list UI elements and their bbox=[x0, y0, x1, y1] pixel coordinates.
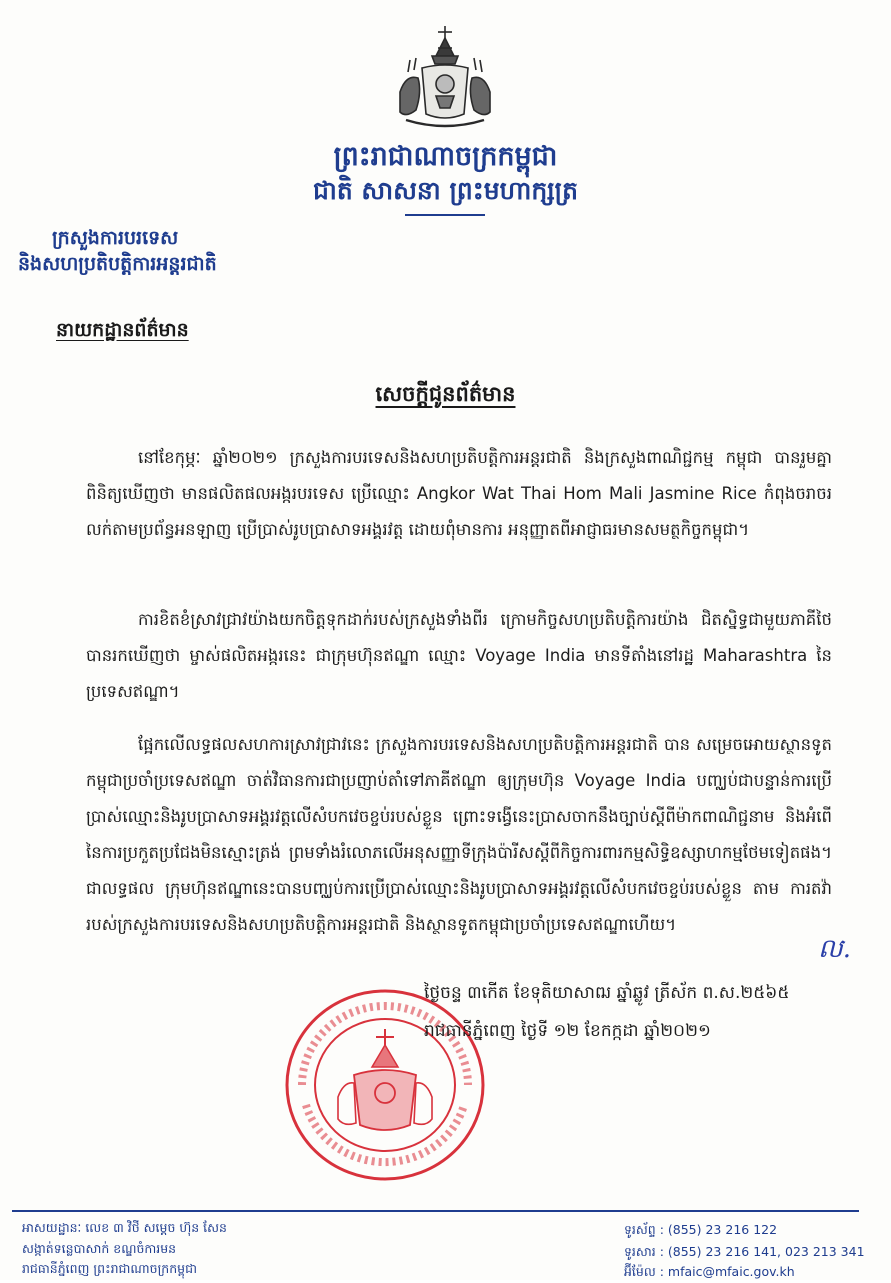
body-paragraph-2: ការខិតខំស្រាវជ្រាវយ៉ាងយកចិត្តទុកដាក់របស់ក្រសួងទាំងពីរ ក្រោមកិច្ចសហប្រតិបត្តិការយ៉ាង ជិតស្និទ្ធជាមួយភាគីថៃ បានរកឃើញថា ម្ចាស់ផលិតអង្ករនេះ ជាក្រុមហ៊ុនឥណ្ឌា ឈ្មោះ Voyage India មានទីតាំងនៅរដ្ឋ Maharashtra នៃប្រទេសឥណ្ឌា។ bbox=[86, 610, 832, 701]
footer-divider bbox=[12, 1210, 859, 1212]
ministry-name-line2: និងសហប្រតិបត្តិការអន្តរជាតិ bbox=[18, 253, 217, 275]
footer-fax: ទូរសារ : (855) 23 216 141, 023 213 341 bbox=[624, 1244, 865, 1259]
body-paragraph-3: ផ្អែកលើលទ្ធផលសហការស្រាវជ្រាវនេះ ក្រសួងការបរទេសនិងសហប្រតិបត្តិការអន្តរជាតិ បាន សម្រេចអោយស្ថានទូតកម្ពុជាប្រចាំប្រទេសឥណ្ឌា ចាត់វិធានការជាប្រញាប់តាំទៅភាគីឥណ្ឌា ឲ្យក្រុមហ៊ុន Voyage India បញ្ឈប់ជាបន្ទាន់ការប្រើប្រាស់ឈ្មោះនិងរូបប្រាសាទអង្គរវត្តលើសំបកវេចខ្ចប់របស់ខ្លួន ព្រោះទង្វើនេះប្រាសចាកនឹងច្បាប់ស្តីពីម៉ាកពាណិជ្ជនាម និងអំពើនៃការប្រកួតប្រជែងមិនស្មោះត្រង់ ព្រមទាំងរំលោភលើអនុសញ្ញាទីក្រុងប៉ារីសស្តីពីកិច្ចការពារកម្មសិទ្ធិឧស្សាហកម្មថែមទៀតផង។ ជាលទ្ធផល ក្រុមហ៊ុនឥណ្ឌានេះបានបញ្ឈប់ការប្រើប្រាស់ឈ្មោះនិងរូបប្រាសាទអង្គរវត្តលើសំបកវេចខ្ចប់របស់ខ្លួន តាម ការតវ៉ារបស់ក្រសួងការបរទេសនិងសហប្រតិបត្តិការអន្តរជាតិ និងស្ថានទូតកម្ពុជាប្រចាំប្រទេសឥណ្ឌាហើយ។ bbox=[86, 735, 832, 934]
footer-address-line3: រាជធានីភ្នំពេញ ព្រះរាជាណាចក្រកម្ពុជា bbox=[22, 1261, 197, 1276]
official-red-seal-stamp bbox=[280, 985, 490, 1185]
document-title-text: សេចក្តីជូនព័ត៌មាន bbox=[375, 382, 516, 406]
footer-phone: ទូរស័ព្ទ : (855) 23 216 122 bbox=[624, 1222, 778, 1237]
footer-address-line1: អាសយដ្ឋានៈ លេខ ៣ វិថី សម្តេច ហ៊ុន សែន bbox=[22, 1220, 227, 1235]
footer-email: អ៊ីម៉ែល : mfaic@mfaic.gov.kh bbox=[624, 1264, 795, 1279]
royal-coat-of-arms-emblem bbox=[392, 22, 498, 134]
body-paragraph-1: នៅខែកុម្ភៈ ឆ្នាំ២០២១ ក្រសួងការបរទេសនិងសហប្រតិបត្តិការអន្តរជាតិ និងក្រសួងពាណិជ្ជកម្ម កម្ពុជា បានរួមគ្នាពិនិត្យឃើញថា មានផលិតផលអង្ករបរទេស ប្រើឈ្មោះ Angkor Wat Thai Hom Mali Jasmine Rice កំពុងចរាចរលក់តាមប្រព័ន្ធអនឡាញ ប្រើប្រាស់រូបប្រាសាទអង្គរវត្ត ដោយពុំមានការ អនុញ្ញាតពីអាជ្ញាធរមានសមត្ថកិច្ចកម្ពុជា។ bbox=[86, 448, 832, 539]
handwritten-initial: ល. bbox=[818, 934, 852, 964]
ministry-name-line1: ក្រសួងការបរទេស bbox=[52, 227, 179, 249]
document-title bbox=[0, 381, 891, 412]
footer-address-line2: សង្កាត់ទន្លេបាសាក់ ខណ្ឌចំការមន bbox=[22, 1241, 177, 1256]
motto-ornament-divider bbox=[405, 214, 485, 216]
department-name: នាយកដ្ឋានព័ត៌មាន bbox=[56, 319, 189, 341]
kingdom-title: ព្រះរាជាណាចក្រកម្ពុជា bbox=[333, 141, 558, 172]
place-solar-date-line: រាជធានីភ្នំពេញ ថ្ងៃទី ១២ ខែកក្កដា ឆ្នាំ២០២១ bbox=[424, 1021, 711, 1041]
lunar-date-line: ថ្ងៃចន្ទ ៣កើត ខែទុតិយាសាឍ ឆ្នាំឆ្លូវ ត្រីស័ក ព.ស.២៥៦៥ bbox=[424, 983, 790, 1003]
national-motto: ជាតិ សាសនា ព្រះមហាក្សត្រ bbox=[313, 176, 578, 205]
